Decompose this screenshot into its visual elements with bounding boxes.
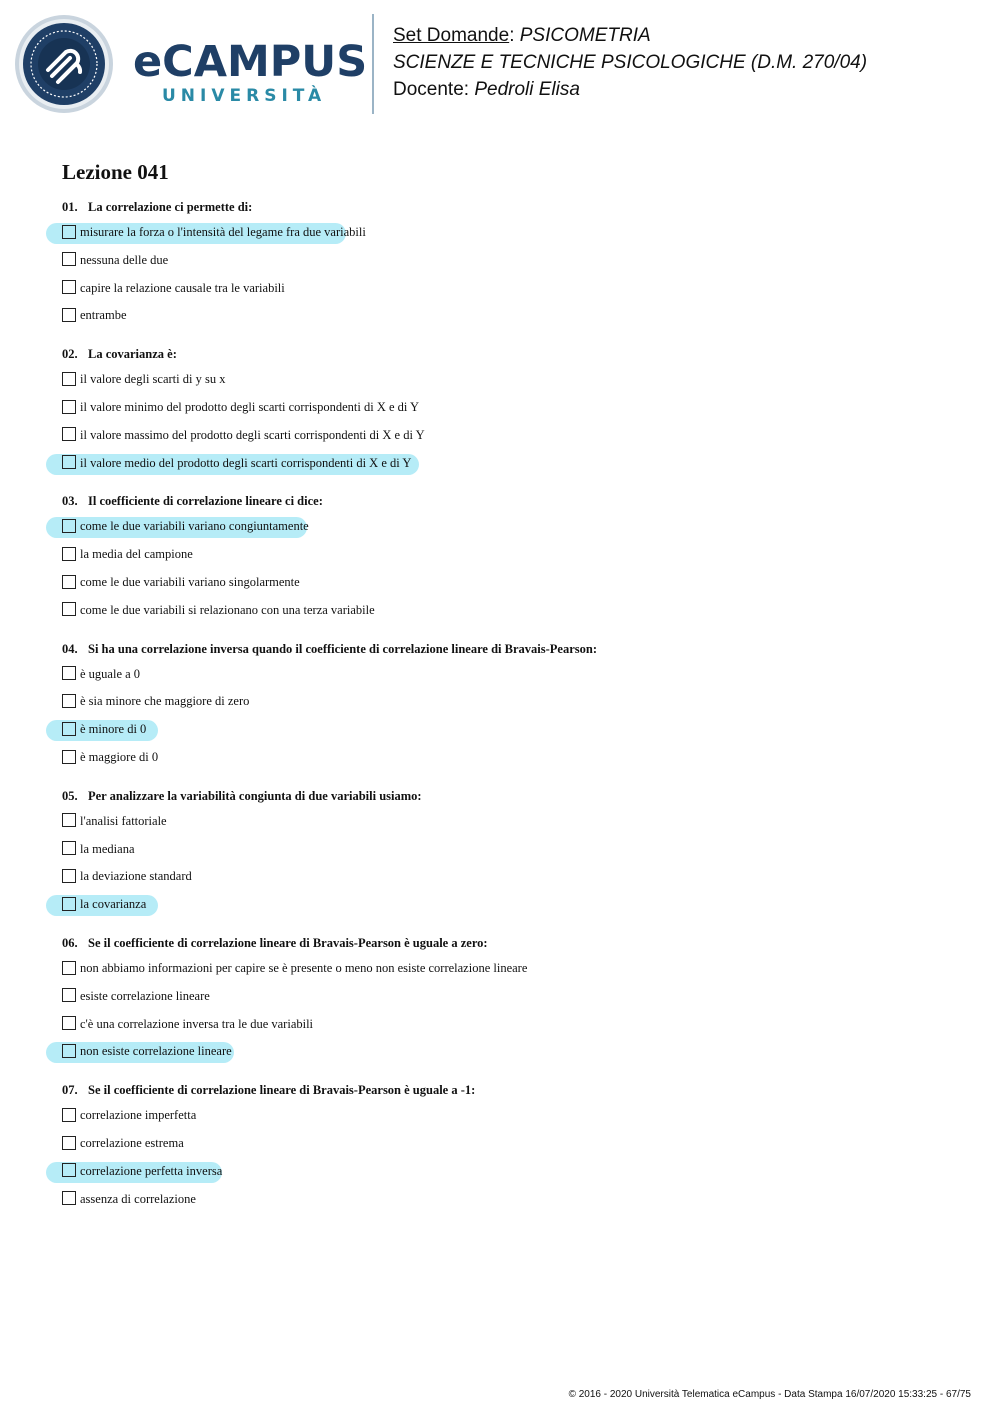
answer-option[interactable]: [62, 302, 962, 330]
question-title: [62, 490, 962, 513]
lesson-title: Lezione 041: [62, 160, 169, 184]
question-number: 04.: [62, 641, 78, 656]
answer-text: entrambe: [80, 308, 127, 323]
answer-checkbox[interactable]: [62, 1191, 76, 1205]
answer-checkbox[interactable]: [62, 602, 76, 616]
answer-text: è uguale a 0: [80, 666, 141, 681]
question-text: Se il coefficiente di correlazione lineare di Bravais-Pearson è uguale a zero:: [88, 935, 488, 950]
answer-option[interactable]: [62, 450, 962, 478]
answer-option[interactable]: [62, 1186, 962, 1214]
program-line: [393, 49, 867, 76]
answer-text: capire la relazione causale tra le variabili: [80, 280, 285, 295]
answer-text: la covarianza: [80, 897, 147, 912]
answer-option[interactable]: [62, 513, 962, 541]
answer-option[interactable]: [62, 808, 962, 836]
answer-option[interactable]: [62, 1038, 962, 1066]
answer-checkbox[interactable]: [62, 897, 76, 911]
answer-checkbox[interactable]: [62, 722, 76, 736]
answer-checkbox[interactable]: [62, 225, 76, 239]
answer-checkbox[interactable]: [62, 308, 76, 322]
question-number: 05.: [62, 788, 78, 803]
answer-checkbox[interactable]: [62, 252, 76, 266]
teacher-line: [393, 76, 867, 103]
answer-option[interactable]: [62, 1102, 962, 1130]
answer-text: la media del campione: [80, 547, 193, 562]
question-block: [62, 932, 962, 1066]
answer-checkbox[interactable]: [62, 694, 76, 708]
subject: PSICOMETRIA: [519, 25, 651, 46]
question-text: Il coefficiente di correlazione lineare ci dice:: [88, 494, 323, 509]
ecampus-seal-logo: [14, 14, 114, 114]
answer-text: come le due variabili si relazionano con una terza variabile: [80, 602, 375, 617]
answer-text: il valore massimo del prodotto degli scarti corrispondenti di X e di Y: [80, 427, 425, 442]
answer-text: è sia minore che maggiore di zero: [80, 694, 250, 709]
answer-text: l'analisi fattoriale: [80, 813, 167, 828]
answer-checkbox[interactable]: [62, 372, 76, 386]
answer-option[interactable]: [62, 219, 962, 247]
answer-checkbox[interactable]: [62, 988, 76, 1002]
question-title: [62, 1079, 962, 1102]
question-block: [62, 638, 962, 772]
answer-text: misurare la forza o l'intensità del legame fra due variabili: [80, 225, 366, 239]
answer-option[interactable]: [62, 716, 962, 744]
answer-text: non esiste correlazione lineare: [80, 1044, 232, 1059]
answer-option[interactable]: [62, 1130, 962, 1158]
answer-option[interactable]: [62, 891, 962, 919]
page-header: [0, 0, 1000, 130]
lesson-content: [62, 160, 962, 1226]
answer-checkbox[interactable]: [62, 961, 76, 975]
question-text: La correlazione ci permette di:: [88, 200, 253, 214]
answer-text: come le due variabili variano congiuntamente: [80, 519, 309, 534]
set-label: Set Domande: [393, 25, 510, 46]
answer-text: correlazione estrema: [80, 1135, 184, 1150]
answer-checkbox[interactable]: [62, 1016, 76, 1030]
question-title: [62, 638, 962, 661]
question-title: [62, 343, 962, 366]
question-title: [62, 196, 962, 219]
answer-option[interactable]: [62, 422, 962, 450]
question-number: 07.: [62, 1083, 78, 1098]
question-number: 03.: [62, 494, 78, 509]
program: SCIENZE E TECNICHE PSICOLOGICHE (D.M. 270/04): [393, 52, 868, 73]
answer-text: è minore di 0: [80, 722, 147, 737]
answer-text: esiste correlazione lineare: [80, 988, 210, 1003]
answer-text: correlazione imperfetta: [80, 1108, 197, 1123]
question-number: 06.: [62, 935, 78, 950]
answer-text: non abbiamo informazioni per capire se è presente o meno non esiste correlazione lineare: [80, 960, 528, 975]
question-text: La covarianza è:: [88, 347, 177, 362]
answer-checkbox[interactable]: [62, 666, 76, 680]
answer-text: nessuna delle due: [80, 252, 169, 267]
answer-option[interactable]: [62, 744, 962, 772]
answer-option[interactable]: [62, 983, 962, 1011]
answer-option[interactable]: [62, 661, 962, 689]
answer-checkbox[interactable]: [62, 1136, 76, 1150]
answer-option[interactable]: [62, 863, 962, 891]
answer-checkbox[interactable]: [62, 519, 76, 533]
brand-subtitle: UNIVERSITÀ: [162, 86, 327, 106]
answer-text: il valore medio del prodotto degli scarti corrispondenti di X e di Y: [80, 455, 412, 470]
answer-option[interactable]: [62, 394, 962, 422]
page-footer: © 2016 - 2020 Università Telematica eCampus - Data Stampa 16/07/2020 15:33:25 - 67/75: [568, 1389, 971, 1400]
answer-checkbox[interactable]: [62, 750, 76, 764]
answer-option[interactable]: [62, 247, 962, 275]
answer-checkbox[interactable]: [62, 280, 76, 294]
answer-text: correlazione perfetta inversa: [80, 1163, 223, 1178]
answer-checkbox[interactable]: [62, 1108, 76, 1122]
answer-option[interactable]: [62, 955, 962, 983]
answer-text: il valore degli scarti di y su x: [80, 372, 226, 387]
answer-checkbox[interactable]: [62, 1044, 76, 1058]
question-block: [62, 1079, 962, 1213]
question-list: [62, 196, 962, 1213]
answer-option[interactable]: [62, 366, 962, 394]
answer-text: è maggiore di 0: [80, 749, 159, 764]
answer-checkbox[interactable]: [62, 1163, 76, 1177]
question-block: [62, 785, 962, 919]
answer-checkbox[interactable]: [62, 841, 76, 855]
answer-text: la mediana: [80, 841, 135, 856]
question-text: Se il coefficiente di correlazione lineare di Bravais-Pearson è uguale a -1:: [88, 1083, 476, 1098]
answer-checkbox[interactable]: [62, 869, 76, 883]
answer-option[interactable]: [62, 1158, 962, 1186]
answer-option[interactable]: [62, 688, 962, 716]
answer-text: come le due variabili variano singolarmente: [80, 574, 300, 589]
answer-text: c'è una correlazione inversa tra le due variabili: [80, 1016, 314, 1031]
answer-checkbox[interactable]: [62, 455, 76, 469]
answer-checkbox[interactable]: [62, 813, 76, 827]
answer-checkbox[interactable]: [62, 400, 76, 414]
answer-option[interactable]: [62, 836, 962, 864]
question-text: Si ha una correlazione inversa quando il coefficiente di correlazione lineare di Bravais-Pearson:: [88, 641, 597, 656]
answer-text: il valore minimo del prodotto degli scarti corrispondenti di X e di Y: [80, 399, 420, 414]
teacher-label: Docente:: [393, 79, 475, 100]
answer-text: la deviazione standard: [80, 869, 192, 884]
brand-wordmark: [133, 37, 368, 106]
question-text: Per analizzare la variabilità congiunta di due variabili usiamo:: [88, 788, 422, 803]
question-block: [62, 196, 962, 330]
brand-name: eCAMPUS: [133, 37, 368, 87]
answer-checkbox[interactable]: [62, 547, 76, 561]
question-number: 01.: [62, 200, 78, 214]
answer-option[interactable]: [62, 569, 962, 597]
answer-checkbox[interactable]: [62, 427, 76, 441]
question-title: [62, 932, 962, 955]
answer-checkbox[interactable]: [62, 575, 76, 589]
teacher-name: Pedroli Elisa: [474, 79, 580, 100]
set-line: [393, 22, 867, 49]
answer-option[interactable]: [62, 541, 962, 569]
answer-option[interactable]: [62, 597, 962, 625]
answer-text: assenza di correlazione: [80, 1191, 196, 1206]
answer-option[interactable]: [62, 275, 962, 303]
answer-option[interactable]: [62, 1011, 962, 1039]
question-block: [62, 490, 962, 624]
course-info: [393, 22, 867, 103]
question-title: [62, 785, 962, 808]
question-number: 02.: [62, 347, 78, 362]
set-colon: :: [509, 25, 520, 46]
header-divider: [372, 14, 374, 114]
question-block: [62, 343, 962, 477]
